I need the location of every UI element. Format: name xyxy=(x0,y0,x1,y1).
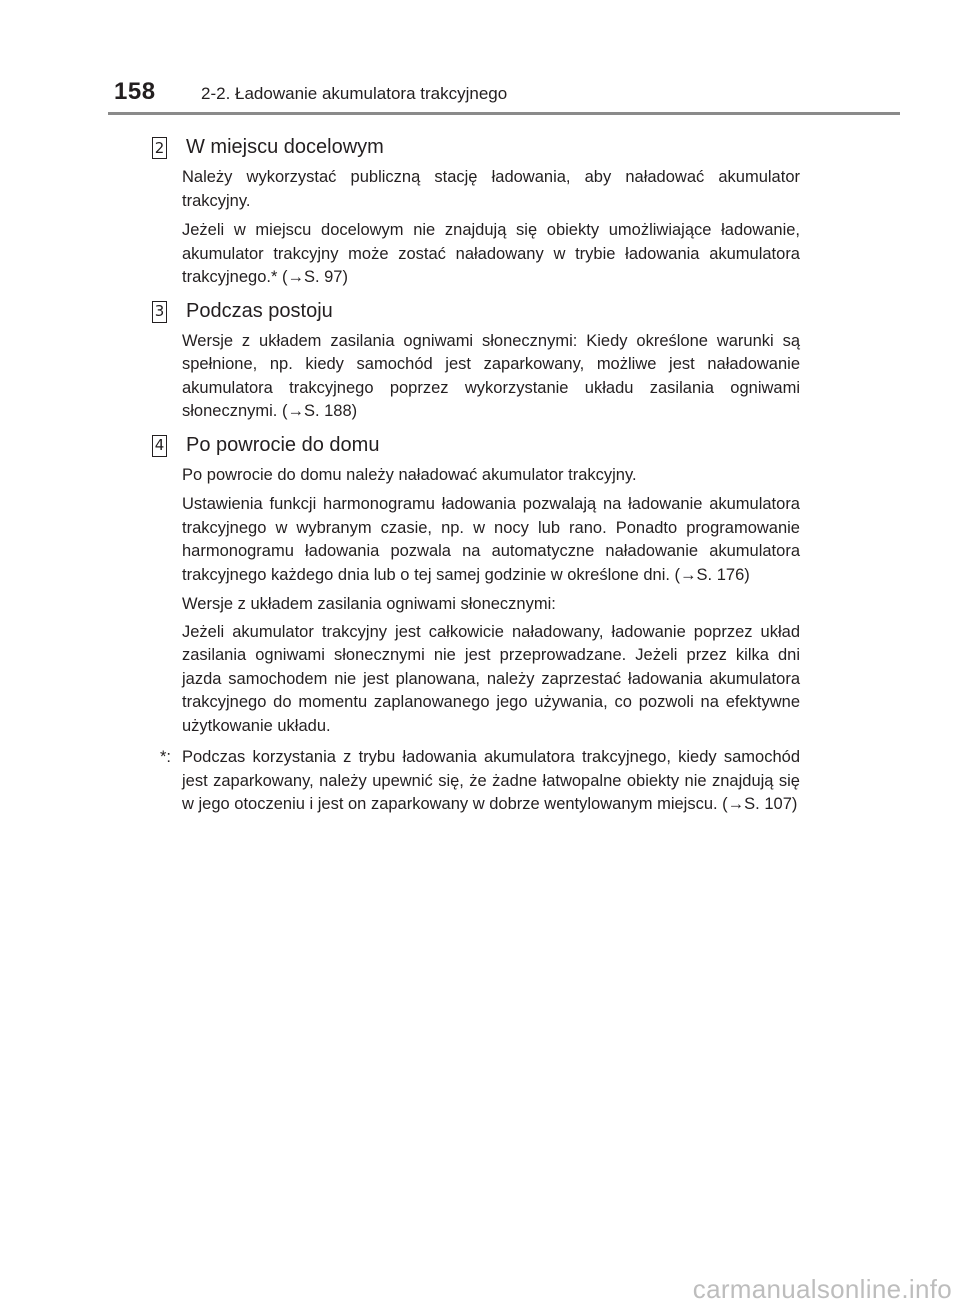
footnote xyxy=(160,746,800,817)
footnote-mark: *: xyxy=(160,748,172,766)
section-heading xyxy=(0,296,960,330)
watermark: carmanualsonline.info xyxy=(692,1274,952,1304)
section-heading xyxy=(0,132,960,166)
section-number-badge: 4 xyxy=(152,435,167,457)
section-destination xyxy=(0,132,960,296)
page-number: 158 xyxy=(114,78,156,105)
section-home xyxy=(0,430,960,745)
section-title: 2-2. Ładowanie akumulatora trakcyjnego xyxy=(201,84,508,103)
section-number-badge: 2 xyxy=(152,137,167,159)
paragraph: Po powrocie do domu należy naładować akumulator trakcyjny. xyxy=(182,465,637,484)
section-heading-title: W miejscu docelowym xyxy=(186,136,384,158)
paragraph: Jeżeli akumulator trakcyjny jest całkowicie naładowany, ładowanie poprzez układ zasilania ogniwami słonecznymi nie jest przeprowadzane. Jeżeli przez kilka dni jazda samochodem nie jest planowana, należy zaprzestać ładowania akumulatora trakcyjnego do momentu zaplanowanego jego używania, co pozwoli na efektywne użytkowanie układu. xyxy=(182,622,800,735)
paragraph: Wersje z układem zasilania ogniwami słonecznymi: xyxy=(182,595,556,613)
section-number-badge: 3 xyxy=(152,301,167,323)
paragraph: Jeżeli w miejscu docelowym nie znajdują się obiekty umożliwiające ładowanie, akumulator trakcyjny może zostać naładowany w trybie ładowania akumulatora trakcyjnego.* (→S. 97) xyxy=(182,221,800,286)
paragraph: Należy wykorzystać publiczną stację ładowania, aby naładować akumulator trakcyjny. xyxy=(182,168,800,210)
page-header xyxy=(0,0,960,116)
footnote-text: Podczas korzystania z trybu ładowania akumulatora trakcyjnego, kiedy samochód jest zaparkowany, należy upewnić się, że żadne łatwopalne obiekty nie znajdują się w jego otoczeniu i jest on zaparkowany w dobrze wentylowanym miejscu. (→S. 107) xyxy=(182,748,800,813)
header-divider xyxy=(108,112,900,115)
section-heading-title: Podczas postoju xyxy=(186,299,333,322)
section-heading-title: Po powrocie do domu xyxy=(186,433,380,456)
paragraph: Ustawienia funkcji harmonogramu ładowania pozwalają na ładowanie akumulatora trakcyjnego w wybranym czasie, np. w nocy lub rano. Ponadto programowanie harmonogramu ładowania pozwala na automatyczne naładowanie akumulatora trakcyjnego każdego dnia lub o tej samej godzinie w określone dni. (→S. 176) xyxy=(182,495,800,584)
page-content xyxy=(0,132,960,817)
section-heading xyxy=(0,430,960,464)
paragraph: Wersje z układem zasilania ogniwami słonecznymi: Kiedy określone warunki są spełnione, np. kiedy samochód jest zaparkowany, możliwe jest naładowanie akumulatora trakcyjnego poprzez wykorzystanie układu zasilania ogniwami słonecznymi. (→S. 188) xyxy=(182,331,800,420)
section-parking xyxy=(0,296,960,430)
